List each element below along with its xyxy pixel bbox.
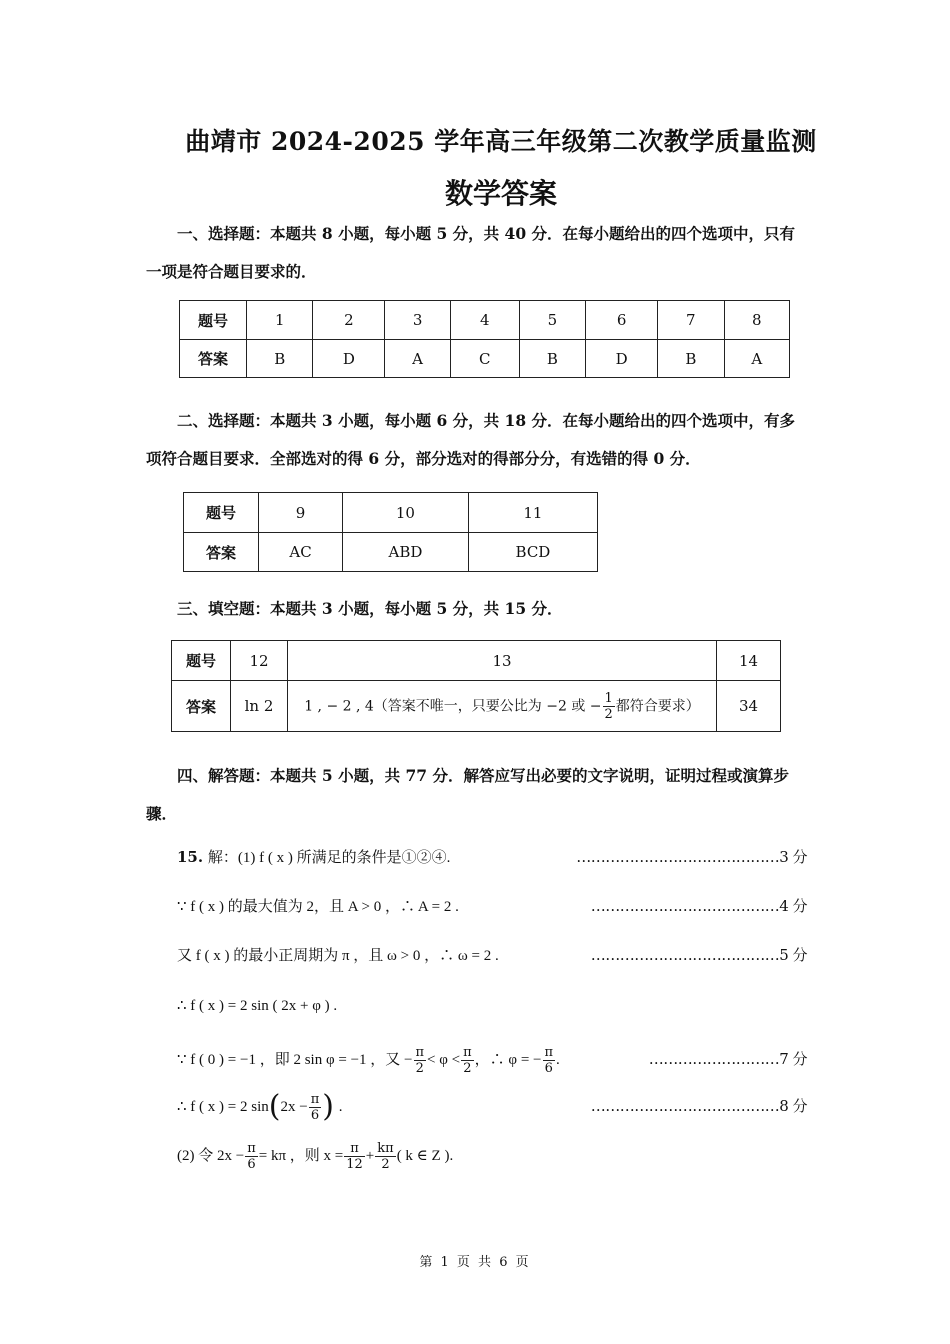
answer13-text-end: 都符合要求） <box>615 698 700 714</box>
numerator: π <box>463 1044 472 1060</box>
row-label: 题号 <box>184 493 259 533</box>
table-cell: C <box>450 340 519 378</box>
section3-intro-text: 三、填空题：本题共 3 小题，每小题 5 分，共 15 分． <box>177 599 563 618</box>
table-cell: A <box>385 340 450 378</box>
section3-intro <box>146 590 808 628</box>
section1-intro <box>146 215 808 291</box>
fraction <box>543 1045 556 1076</box>
solution-line <box>177 993 807 1017</box>
fraction <box>414 1045 427 1076</box>
table-cell: 9 <box>259 493 343 533</box>
table-cell: 7 <box>658 301 724 340</box>
paren-left: ( <box>268 1089 281 1124</box>
page-title: 曲靖市 2024-2025 学年高三年级第二次教学质量监测 <box>185 127 817 156</box>
solution-text: ，∴ φ = − <box>474 1052 542 1068</box>
table-cell: 1 <box>247 301 313 340</box>
denominator: 2 <box>381 1156 390 1172</box>
denominator: 2 <box>463 1060 472 1076</box>
denominator: 6 <box>544 1060 553 1076</box>
solution-text: 2x − <box>280 1099 308 1115</box>
answer13-text: 1 , − 2 , 4（答案不唯一，只要公比为 −2 或 − <box>304 698 602 714</box>
table-row <box>184 493 598 533</box>
table-row <box>172 641 781 681</box>
section2-answer-table <box>183 492 598 572</box>
solution-text: ∴ f ( x ) = 2 sin <box>177 1099 269 1115</box>
table-cell: A <box>724 340 789 378</box>
section2-intro <box>146 402 808 478</box>
page-footer: 第 1 页 共 6 页 <box>419 1255 531 1270</box>
table-cell: B <box>519 340 585 378</box>
score-points: …………………………………5 分 <box>590 946 807 964</box>
section4-intro <box>146 757 808 833</box>
solution-text: ∵ f ( x ) 的最大值为 2，且 A > 0 ，∴ A = 2 . <box>177 899 459 915</box>
table-cell: ABD <box>343 533 469 572</box>
table-cell: 8 <box>724 301 789 340</box>
numerator: π <box>344 1141 365 1157</box>
problem-number: 15. <box>177 848 204 866</box>
table-row <box>172 681 781 732</box>
row-label: 答案 <box>172 681 231 732</box>
denominator: 2 <box>604 706 613 722</box>
score-points: ……………………………………3 分 <box>576 848 807 866</box>
numerator: π <box>310 1091 320 1107</box>
denominator: 12 <box>346 1156 363 1172</box>
section3-answer-table <box>171 640 781 732</box>
table-cell: 3 <box>385 301 450 340</box>
score-points: …………………………………4 分 <box>590 897 807 915</box>
page-subtitle: 数学答案 <box>444 177 557 210</box>
table-cell: D <box>586 340 658 378</box>
numerator: 1 <box>604 690 613 706</box>
row-label: 答案 <box>180 340 247 378</box>
solution-text: + <box>365 1148 375 1164</box>
section2-intro-text: 二、选择题：本题共 3 小题，每小题 6 分，共 18 分．在每小题给出的四个选项中，有多项符合题目要求．全部选对的得 6 分，部分选对的得部分分，有选错的得 0 分． <box>146 411 796 468</box>
section4-intro-text: 四、解答题：本题共 5 小题，共 77 分．解答应写出必要的文字说明，证明过程或演算步骤． <box>146 766 789 823</box>
fraction <box>344 1141 365 1172</box>
solution-text: (2) 令 2x − <box>177 1148 245 1164</box>
table-cell: 2 <box>313 301 385 340</box>
solution-text: . <box>556 1052 560 1068</box>
fraction <box>375 1141 395 1172</box>
row-label: 答案 <box>184 533 259 572</box>
numerator: π <box>415 1044 425 1060</box>
table-row <box>180 340 790 378</box>
solution-text: . <box>338 1099 343 1115</box>
score-points: ………………………7 分 <box>648 1050 807 1068</box>
table-cell: 11 <box>468 493 597 533</box>
solution-text: 又 f ( x ) 的最小正周期为 π ，且 ω > 0 ，∴ ω = 2 . <box>177 948 499 964</box>
solution-text: < φ < <box>427 1052 461 1068</box>
row-label: 题号 <box>172 641 231 681</box>
solution-text: ∴ f ( x ) = 2 sin ( 2x + φ ) . <box>177 998 338 1014</box>
denominator: 6 <box>247 1156 256 1172</box>
solution-text: = kπ ，则 x = <box>258 1148 344 1164</box>
table-row <box>180 301 790 340</box>
score-points: …………………………………8 分 <box>590 1097 807 1115</box>
solution-line <box>177 1089 807 1123</box>
numerator: π <box>247 1140 256 1156</box>
section1-answer-table <box>179 300 790 378</box>
solution-text: ∵ f ( 0 ) = −1 ，即 2 sin φ = −1 ，又 − <box>177 1052 413 1068</box>
table-cell-answer13 <box>288 681 717 732</box>
table-cell: 13 <box>288 641 717 681</box>
denominator: 2 <box>415 1060 424 1076</box>
solution-text: ( k ∈ Z ). <box>396 1148 454 1164</box>
table-cell: BCD <box>468 533 597 572</box>
table-cell: 6 <box>586 301 658 340</box>
solution-line <box>177 845 807 869</box>
fraction <box>309 1092 322 1123</box>
table-cell: 4 <box>450 301 519 340</box>
table-cell: B <box>658 340 724 378</box>
table-cell: 10 <box>343 493 469 533</box>
solution-line <box>177 894 807 918</box>
solution-line <box>177 1042 807 1076</box>
table-cell: 34 <box>717 681 781 732</box>
fraction <box>245 1141 258 1172</box>
table-cell: B <box>247 340 313 378</box>
numerator: kπ <box>377 1140 394 1156</box>
table-cell: D <box>313 340 385 378</box>
table-cell: 12 <box>231 641 288 681</box>
solution-text: 解：(1) f ( x ) 所满足的条件是①②④. <box>207 850 451 866</box>
solution-line <box>177 943 807 967</box>
table-row <box>184 533 598 572</box>
fraction <box>461 1045 474 1076</box>
row-label: 题号 <box>180 301 247 340</box>
table-cell: AC <box>259 533 343 572</box>
paren-right: ) <box>322 1089 334 1124</box>
table-cell: ln 2 <box>231 681 288 732</box>
numerator: π <box>544 1044 554 1060</box>
solution-line <box>177 1138 807 1172</box>
section1-intro-text: 一、选择题：本题共 8 小题，每小题 5 分，共 40 分．在每小题给出的四个选项中，只有一项是符合题目要求的． <box>146 224 796 281</box>
table-cell: 14 <box>717 641 781 681</box>
table-cell: 5 <box>519 301 585 340</box>
denominator: 6 <box>310 1107 320 1123</box>
fraction <box>603 691 615 722</box>
